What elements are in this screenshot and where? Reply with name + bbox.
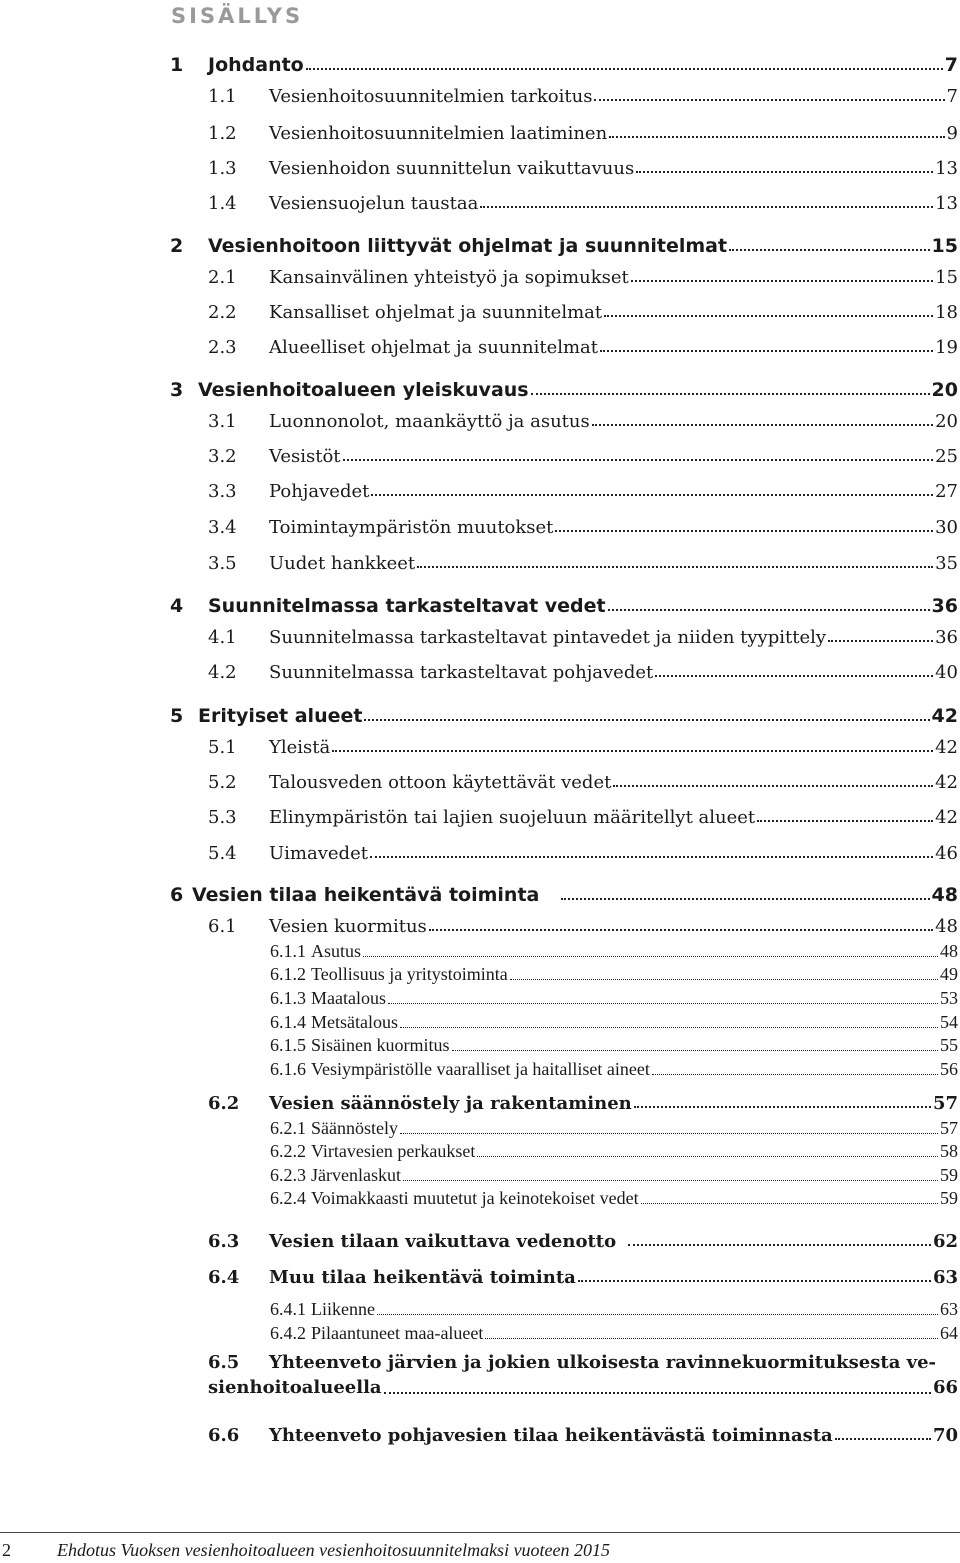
leader-dots [384,1392,931,1394]
toc-page: 54 [940,1012,958,1032]
leader-dots [388,1003,938,1004]
toc-page: 48 [935,916,958,937]
toc-title: Vesistöt [269,446,341,467]
toc-title: Vesien tilaan vaikuttava vedenotto [269,1231,617,1252]
leader-dots [592,424,933,426]
toc-title: Vesien säännöstely ja rakentaminen [269,1093,632,1114]
toc-title: Muu tilaa heikentävä toiminta [269,1267,576,1288]
toc-number: 3 [170,379,184,401]
leader-dots [729,249,929,251]
toc-section-3-3[interactable] [170,472,958,502]
toc-page: 57 [940,1118,958,1138]
leader-dots [377,1314,938,1315]
leader-dots [613,785,933,787]
toc-number: 6.1 [208,916,237,937]
toc-subsection-6-4-2[interactable] [270,1320,958,1344]
toc-section-5-4[interactable] [170,834,958,864]
leader-dots [510,979,938,980]
toc-number: 6.1.3 [270,988,306,1008]
toc-page: 48 [940,941,958,961]
toc-page: 25 [935,446,958,467]
toc-chapter-3[interactable] [170,371,958,401]
toc-number: 5.1 [208,737,237,758]
leader-dots [477,1156,938,1157]
toc-page: 59 [940,1188,958,1208]
leader-dots [555,530,933,532]
toc-number: 2.1 [208,267,237,288]
toc-page: 7 [944,54,958,76]
toc-title: Liikenne [311,1299,375,1319]
toc-page: 19 [935,337,958,358]
leader-dots [757,820,933,822]
toc-page: 20 [931,379,958,401]
toc-page: 42 [935,737,958,758]
leader-dots [628,1244,931,1246]
toc-title: Alueelliset ohjelmat ja suunnitelmat [269,337,599,358]
toc-number: 2.3 [208,337,237,358]
toc-page: 15 [935,267,958,288]
leader-dots [594,99,944,101]
toc-chapter-2[interactable] [170,227,958,257]
leader-dots [363,956,938,957]
leader-dots [417,566,933,568]
toc-number: 6.5 [208,1352,240,1373]
toc-number: 1.1 [208,86,237,107]
toc-section-5-2[interactable] [170,763,958,793]
toc-title: Säännöstely [311,1118,398,1138]
toc-title: Vesienhoitosuunnitelmien laatiminen [269,123,608,144]
toc-number: 2 [170,235,184,257]
leader-dots [403,1180,938,1181]
toc-title-line1: Yhteenveto järvien ja jokien ulkoisesta ravinnekuormituksesta ve- [269,1352,937,1373]
toc-page: 66 [932,1377,958,1398]
toc-title: Pilaantuneet maa-alueet [311,1323,484,1343]
toc-page: 58 [940,1141,958,1161]
toc-number: 6.2 [208,1093,240,1114]
footer-divider [0,1532,960,1533]
leader-dots [452,1050,939,1051]
toc-subsection-6-1-4[interactable] [270,1009,958,1033]
toc-section-6-5[interactable] [208,1350,958,1400]
toc-number: 3.5 [208,553,237,574]
toc-number: 4 [170,595,184,617]
toc-title: Suunnitelmassa tarkasteltavat vedet [208,595,606,617]
toc-page: 42 [935,807,958,828]
leader-dots [652,1074,938,1075]
leader-dots [400,1133,938,1134]
leader-dots [370,856,933,858]
toc-page: 49 [940,964,958,984]
toc-title: Vesienhoidon suunnittelun vaikuttavuus [269,158,635,179]
toc-number: 5.2 [208,772,237,793]
leader-dots [561,898,929,900]
toc-page: 7 [946,86,958,107]
toc-title: Toimintaympäristön muutokset [269,517,554,538]
leader-dots [636,171,933,173]
toc-title: Vesienhoitosuunnitelmien tarkoitus [269,86,593,107]
toc-section-3-4[interactable] [170,508,958,538]
leader-dots [364,719,929,721]
toc-number: 6.2.1 [270,1118,306,1138]
toc-section-1-4[interactable] [170,184,958,214]
toc-title: Metsätalous [311,1012,398,1032]
toc-title: Kansalliset ohjelmat ja suunnitelmat [269,302,603,323]
toc-section-4-1[interactable] [170,618,958,648]
leader-dots [306,68,943,70]
toc-page: 35 [935,553,958,574]
toc-number: 3.3 [208,481,237,502]
leader-dots [343,459,934,461]
toc-subsection-6-2-3[interactable] [270,1162,958,1186]
toc-subsection-6-1-5[interactable] [270,1032,958,1056]
toc-page: 36 [935,627,958,648]
toc-heading: SISÄLLYS [171,4,304,28]
toc-subsection-6-2-4[interactable] [270,1185,958,1209]
footer-page-number: 2 [2,1540,11,1560]
toc-section-6-2[interactable] [170,1084,958,1114]
toc-page: 27 [935,481,958,502]
toc-page: 70 [932,1425,958,1446]
toc-title: Vesiensuojelun taustaa [269,193,479,214]
toc-page: 59 [940,1165,958,1185]
toc-title: Uimavedet [269,843,368,864]
toc-page: 9 [946,123,958,144]
toc-title: Uudet hankkeet [269,553,416,574]
toc-number: 1.2 [208,123,237,144]
toc-title: Järvenlaskut [311,1165,401,1185]
leader-dots [835,1438,931,1440]
toc-title-line2: sienhoitoalueella [208,1377,382,1398]
toc-number: 6.2.4 [270,1188,306,1208]
toc-title: Yhteenveto pohjavesien tilaa heikentävästä toiminnasta [269,1425,833,1446]
toc-chapter-5[interactable] [170,697,958,727]
toc-section-2-2[interactable] [170,293,958,323]
toc-title: Johdanto [208,54,304,76]
toc-title: Suunnitelmassa tarkasteltavat pohjavedet [269,662,654,683]
toc-number: 1.4 [208,193,237,214]
toc-page: 40 [935,662,958,683]
leader-dots [600,350,933,352]
toc-number: 6.2.2 [270,1141,306,1161]
leader-dots [371,494,933,496]
toc-title: Talousveden ottoon käytettävät vedet [269,772,612,793]
toc-page: 46 [935,843,958,864]
leader-dots [641,1203,938,1204]
toc-page: 62 [932,1231,958,1252]
leader-dots [485,1338,938,1339]
toc-section-1-2[interactable] [170,114,958,144]
toc-title: Teollisuus ja yritystoiminta [311,964,508,984]
leader-dots [531,393,930,395]
leader-dots [332,750,933,752]
toc-page: 36 [931,595,958,617]
toc-page: 56 [940,1059,958,1079]
toc-section-2-1[interactable] [170,258,958,288]
toc-number: 3.1 [208,411,237,432]
toc-title: Kansainvälinen yhteistyö ja sopimukset [269,267,629,288]
toc-number: 6.1.2 [270,964,306,984]
toc-title: Pohjavedet [269,481,370,502]
toc-number: 1.3 [208,158,237,179]
toc-chapter-4[interactable] [170,587,958,617]
toc-page: 63 [932,1267,958,1288]
toc-page: 30 [935,517,958,538]
toc-title: Erityiset alueet [198,705,363,727]
toc-section-6-6[interactable] [170,1416,958,1446]
toc-number: 6.1.1 [270,941,306,961]
toc-section-2-3[interactable] [170,328,958,358]
toc-number: 3.4 [208,517,237,538]
toc-page: 53 [940,988,958,1008]
toc-chapter-6[interactable] [170,876,958,906]
toc-subsection-6-1-2[interactable] [270,961,958,985]
leader-dots [609,136,944,138]
leader-dots [429,929,933,931]
toc-number: 4.2 [208,662,237,683]
toc-section-5-1[interactable] [170,728,958,758]
toc-page: 63 [940,1299,958,1319]
toc-chapter-1[interactable] [170,46,958,76]
toc-subsection-6-1-6[interactable] [270,1056,958,1080]
toc-page: 42 [935,772,958,793]
toc-number: 1 [170,54,184,76]
toc-title: Maatalous [311,988,386,1008]
toc-number: 6.1.4 [270,1012,306,1032]
toc-title: Sisäinen kuormitus [311,1035,450,1055]
toc-title: Vesien kuormitus [269,916,427,937]
leader-dots [828,640,933,642]
toc-title: Virtavesien perkaukset [311,1141,476,1161]
toc-title: Vesien tilaa heikentävä toiminta [192,884,540,906]
leader-dots [400,1027,938,1028]
toc-section-6-4[interactable] [170,1258,958,1288]
toc-number: 6.1.6 [270,1059,306,1079]
toc-number: 5.4 [208,843,237,864]
toc-title: Yleistä [269,737,331,758]
toc-number: 6.3 [208,1231,240,1252]
toc-number: 3.2 [208,446,237,467]
toc-section-4-2[interactable] [170,653,958,683]
toc-number: 6.4.2 [270,1323,306,1343]
leader-dots [631,280,933,282]
toc-number: 6.4 [208,1267,240,1288]
toc-number: 6.4.1 [270,1299,306,1319]
leader-dots [480,206,933,208]
toc-page: 13 [935,193,958,214]
leader-dots [604,315,933,317]
toc-number: 5 [170,705,184,727]
toc-section-1-1[interactable] [170,77,958,107]
toc-subsection-6-1-3[interactable] [270,985,958,1009]
toc-number: 6.2.3 [270,1165,306,1185]
footer-text: Ehdotus Vuoksen vesienhoitoalueen vesienhoitosuunnitelmaksi vuoteen 2015 [57,1540,611,1560]
toc-subsection-6-4-1[interactable] [270,1296,958,1320]
toc-page: 18 [935,302,958,323]
toc-section-3-2[interactable] [170,437,958,467]
toc-section-3-1[interactable] [170,402,958,432]
toc-section-6-3[interactable] [170,1222,958,1252]
toc-number: 4.1 [208,627,237,648]
toc-page: 64 [940,1323,958,1343]
toc-title: Voimakkaasti muutetut ja keinotekoiset vedet [311,1188,639,1208]
toc-page: 20 [935,411,958,432]
toc-number: 6.1.5 [270,1035,306,1055]
toc-page: 57 [932,1093,958,1114]
leader-dots [578,1280,931,1282]
toc-title: Asutus [311,941,362,961]
toc-number: 6.6 [208,1425,240,1446]
leader-dots [608,609,930,611]
toc-number: 6 [170,884,184,906]
toc-title: Vesiympäristölle vaaralliset ja haitalliset aineet [311,1059,650,1079]
toc-subsection-6-2-2[interactable] [270,1138,958,1162]
toc-page: 42 [931,705,958,727]
toc-section-3-5[interactable] [170,544,958,574]
toc-subsection-6-2-1[interactable] [270,1115,958,1139]
toc-page: 55 [940,1035,958,1055]
toc-title: Luonnonolot, maankäyttö ja asutus [269,411,590,432]
toc-page: 48 [931,884,958,906]
toc-section-1-3[interactable] [170,149,958,179]
toc-title: Suunnitelmassa tarkasteltavat pintavedet ja niiden tyypittely [269,627,827,648]
toc-page: 15 [931,235,958,257]
toc-title: Vesienhoitoon liittyvät ohjelmat ja suunnitelmat [208,235,728,257]
toc-number: 2.2 [208,302,237,323]
toc-title: Elinympäristön tai lajien suojeluun määritellyt alueet [269,807,756,828]
toc-title: Vesienhoitoalueen yleiskuvaus [198,379,529,401]
toc-number: 5.3 [208,807,237,828]
leader-dots [655,675,933,677]
toc-section-6-1[interactable] [170,907,958,937]
leader-dots [634,1106,931,1108]
toc-page: 13 [935,158,958,179]
toc-section-5-3[interactable] [170,798,958,828]
toc-subsection-6-1-1[interactable] [270,938,958,962]
